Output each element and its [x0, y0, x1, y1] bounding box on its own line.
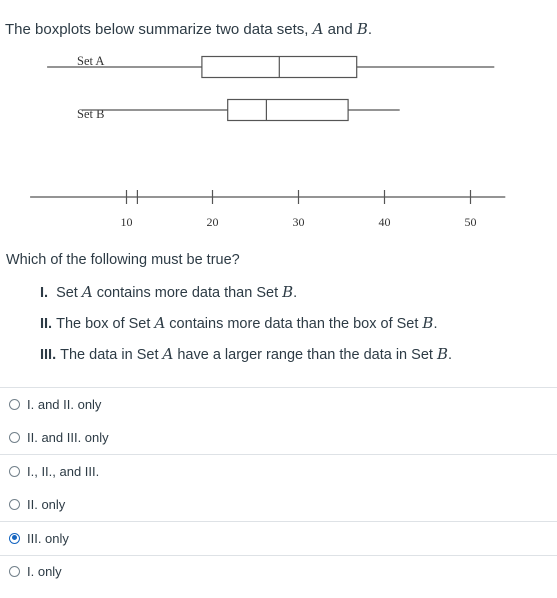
answer-option-5[interactable] — [0, 521, 557, 555]
answer-option-2[interactable] — [0, 421, 557, 455]
statement-3 — [40, 345, 452, 363]
and-text: and — [327, 21, 353, 38]
statement-text: contains more data than the box of Set — [165, 316, 423, 332]
statement-text: The data in Set — [60, 347, 163, 363]
statement-number: II. — [40, 316, 53, 332]
statement-period: . — [433, 316, 438, 332]
statement-number: III. — [40, 347, 57, 363]
radio-unselected[interactable] — [9, 399, 20, 410]
answer-option-1[interactable] — [0, 387, 557, 421]
answer-option-label: II. only — [27, 496, 66, 512]
statement-symbol: B — [282, 283, 294, 301]
axis-tick-label: 50 — [464, 215, 477, 229]
axis-tick-label: 40 — [378, 215, 391, 229]
statement-text: have a larger range than the data in Set — [173, 347, 437, 363]
statement-text: The box of Set — [56, 316, 155, 332]
statement-period: . — [447, 347, 453, 363]
set-a-label: Set A — [77, 54, 105, 68]
radio-unselected[interactable] — [9, 566, 20, 577]
answer-option-label: I. and II. only — [27, 396, 102, 412]
set-b-symbol: B — [356, 20, 368, 38]
axis-tick-label: 20 — [206, 215, 219, 229]
boxplot-figure — [0, 0, 557, 240]
statement-symbol: A — [81, 283, 93, 301]
radio-unselected[interactable] — [9, 499, 20, 510]
statement-symbol: B — [436, 345, 448, 363]
answer-option-label: I. only — [27, 564, 62, 580]
radio-selected[interactable] — [9, 533, 20, 544]
radio-unselected[interactable] — [9, 466, 20, 477]
statement-symbol: A — [162, 345, 174, 363]
radio-unselected[interactable] — [9, 432, 20, 443]
statement-symbol: A — [154, 314, 166, 332]
intro-text: The boxplots below summarize two data sets, — [5, 21, 309, 38]
set-b-box — [228, 100, 348, 121]
answer-option-6[interactable] — [0, 555, 557, 589]
answer-option-label: II. and III. only — [27, 429, 109, 445]
answer-option-4[interactable] — [0, 488, 557, 522]
question-prompt: Which of the following must be true? — [6, 252, 240, 268]
statement-text: contains more data than Set — [92, 285, 283, 301]
axis-tick-label: 30 — [292, 215, 305, 229]
statement-text: Set — [56, 285, 82, 301]
intro-period: . — [367, 21, 373, 38]
answer-options — [0, 387, 557, 588]
set-b-label: Set B — [77, 107, 105, 121]
statement-period: . — [293, 285, 298, 301]
statement-number: I. — [40, 285, 49, 301]
answer-option-label: I., II., and III. — [27, 463, 100, 479]
axis-tick-label: 10 — [120, 215, 133, 229]
statement-symbol: B — [422, 314, 434, 332]
answer-option-3[interactable] — [0, 454, 557, 488]
answer-option-label: III. only — [27, 530, 69, 546]
set-a-symbol: A — [312, 20, 324, 38]
statement-1 — [40, 283, 297, 301]
statement-2 — [40, 314, 437, 332]
